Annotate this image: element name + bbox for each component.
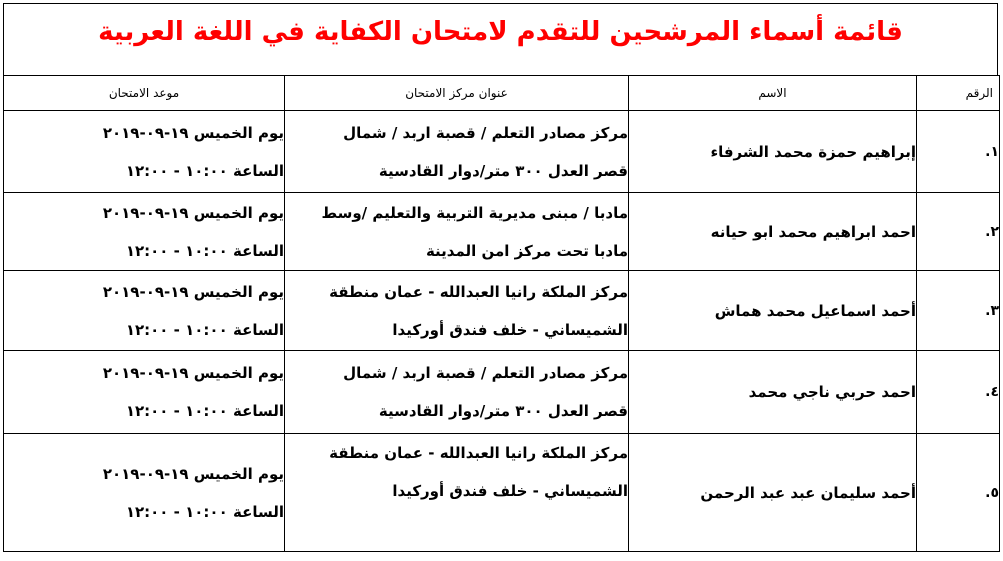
header-number: الرقم	[917, 76, 1000, 111]
exam-date-line1: يوم الخميس ١٩-٠٩-٢٠١٩	[102, 203, 284, 222]
row-number: ٥.	[917, 434, 1000, 552]
exam-time-line: الساعة ١٠:٠٠ - ١٢:٠٠	[125, 402, 284, 420]
header-date: موعد الامتحان	[4, 76, 285, 111]
candidates-table	[3, 75, 1000, 552]
exam-date	[4, 351, 285, 434]
exam-date-line1: يوم الخميس ١٩-٠٩-٢٠١٩	[102, 364, 284, 382]
table-header-row	[4, 76, 1000, 111]
candidate-name: أحمد سليمان عبد عبد الرحمن	[629, 434, 917, 552]
table-row	[4, 111, 1000, 193]
exam-center-line2: قصر العدل ٣٠٠ متر/دوار القادسية	[378, 161, 628, 180]
exam-center-line2: قصر العدل ٣٠٠ متر/دوار القادسية	[378, 402, 628, 420]
candidate-name: إبراهيم حمزة محمد الشرفاء	[629, 111, 917, 193]
exam-date	[4, 434, 285, 552]
row-number: ٤.	[917, 351, 1000, 434]
header-center: عنوان مركز الامتحان	[285, 76, 629, 111]
exam-time-line: الساعة ١٠:٠٠ - ١٢:٠٠	[125, 161, 284, 180]
header-name: الاسم	[629, 76, 917, 111]
candidate-name: أحمد اسماعيل محمد هماش	[629, 271, 917, 351]
exam-date	[4, 271, 285, 351]
exam-center	[285, 271, 629, 351]
exam-center-line2: مادبا تحت مركز امن المدينة	[425, 241, 628, 260]
exam-date-line1: يوم الخميس ١٩-٠٩-٢٠١٩	[102, 123, 284, 142]
exam-center	[285, 434, 629, 552]
exam-center-line1: مركز مصادر التعلم / قصبة اربد / شمال	[343, 123, 628, 142]
exam-center-line1: مركز الملكة رانيا العبدالله - عمان منطقة	[329, 444, 628, 462]
title-box	[3, 3, 998, 75]
candidate-name: احمد حربي ناجي محمد	[629, 351, 917, 434]
exam-time-line: الساعة ١٠:٠٠ - ١٢:٠٠	[125, 241, 284, 260]
table-row	[4, 271, 1000, 351]
exam-center-line2: الشميساني - خلف فندق أوركيدا	[392, 320, 628, 339]
exam-time-line: الساعة ١٠:٠٠ - ١٢:٠٠	[125, 320, 284, 339]
row-number: ٢.	[917, 193, 1000, 271]
exam-date	[4, 111, 285, 193]
row-number: ١.	[917, 111, 1000, 193]
exam-date-line1: يوم الخميس ١٩-٠٩-٢٠١٩	[102, 282, 284, 301]
exam-center-line1: مادبا / مبنى مديرية التربية والتعليم /وسط	[321, 203, 628, 222]
document-title: قائمة أسماء المرشحين للتقدم لامتحان الكفاية في اللغة العربية	[98, 17, 903, 47]
exam-center-line1: مركز مصادر التعلم / قصبة اربد / شمال	[343, 364, 628, 382]
table-row	[4, 193, 1000, 271]
exam-center-line1: مركز الملكة رانيا العبدالله - عمان منطقة	[329, 282, 628, 301]
exam-center	[285, 193, 629, 271]
exam-date-line1: يوم الخميس ١٩-٠٩-٢٠١٩	[102, 464, 284, 483]
candidate-name: احمد ابراهيم محمد ابو حيانه	[629, 193, 917, 271]
exam-center-line2: الشميساني - خلف فندق أوركيدا	[392, 482, 628, 500]
exam-date	[4, 193, 285, 271]
exam-center	[285, 111, 629, 193]
table-row	[4, 434, 1000, 552]
row-number: ٣.	[917, 271, 1000, 351]
table-row	[4, 351, 1000, 434]
exam-time-line: الساعة ١٠:٠٠ - ١٢:٠٠	[125, 502, 284, 521]
exam-center	[285, 351, 629, 434]
